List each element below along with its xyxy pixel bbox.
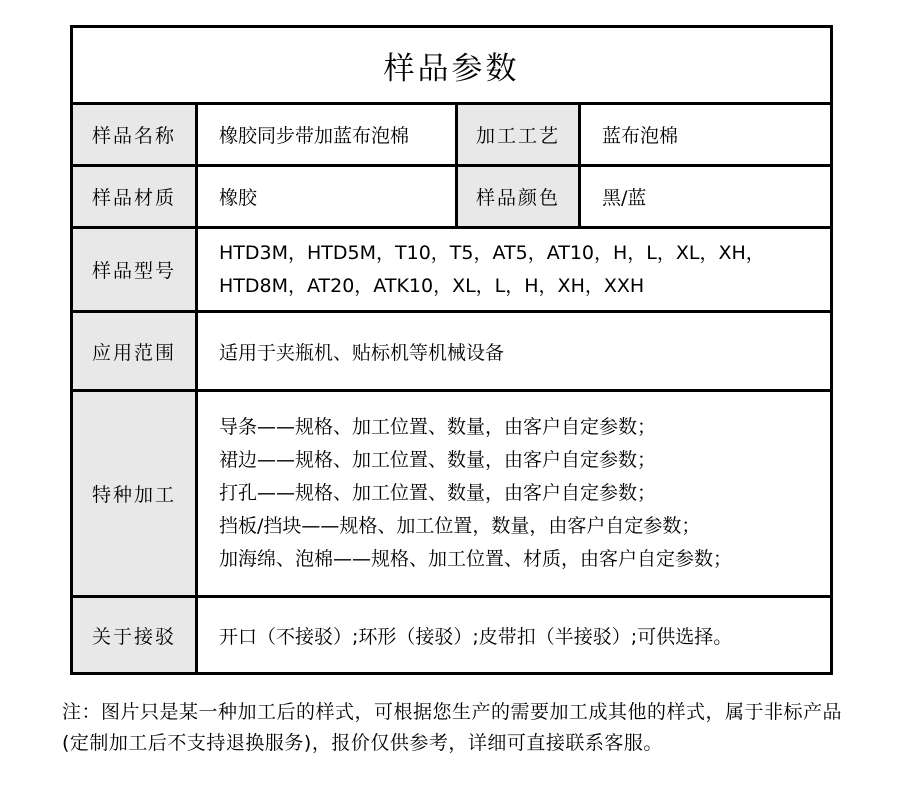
- model-line-2: HTD8M，AT20，ATK10，XL，L，H，XH，XXH: [219, 274, 645, 297]
- label-sample-color: 样品颜色: [457, 166, 580, 228]
- table-row-model: [72, 228, 832, 312]
- value-sample-name: 橡胶同步带加蓝布泡棉: [197, 104, 457, 166]
- title-row: [72, 27, 832, 104]
- model-line-1: HTD3M，HTD5M，T10，T5，AT5，AT10，H，L，XL，XH，: [219, 241, 765, 264]
- label-sample-material: 样品材质: [72, 166, 197, 228]
- value-process: 蓝布泡棉: [580, 104, 832, 166]
- sample-parameters-table: [70, 25, 833, 675]
- label-sample-name: 样品名称: [72, 104, 197, 166]
- value-special-processing: [197, 391, 832, 597]
- value-application-range: 适用于夹瓶机、贴标机等机械设备: [197, 312, 832, 391]
- table-row-joint: [72, 597, 832, 674]
- table-row-special-processing: [72, 391, 832, 597]
- special-line-5: 加海绵、泡棉——规格、加工位置、材质，由客户自定参数；: [219, 548, 733, 570]
- value-sample-color: 黑/蓝: [580, 166, 832, 228]
- table-row-material-color: [72, 166, 832, 228]
- special-line-1: 导条——规格、加工位置、数量，由客户自定参数；: [219, 416, 657, 438]
- label-special-processing: 特种加工: [72, 391, 197, 597]
- label-joint-type: 关于接驳: [72, 597, 197, 674]
- footnote: 注：图片只是某一种加工后的样式，可根据您生产的需要加工成其他的样式，属于非标产品(定制加工后不支持退换服务)，报价仅供参考，详细可直接联系客服。: [62, 701, 843, 754]
- value-sample-model: [197, 228, 832, 312]
- special-line-2: 裙边——规格、加工位置、数量，由客户自定参数；: [219, 449, 657, 471]
- value-sample-material: 橡胶: [197, 166, 457, 228]
- table-title: 样品参数: [72, 27, 832, 104]
- label-sample-model: 样品型号: [72, 228, 197, 312]
- value-joint-type: 开口（不接驳）;环形（接驳）;皮带扣（半接驳）;可供选择。: [197, 597, 832, 674]
- table-row-application: [72, 312, 832, 391]
- label-process: 加工工艺: [457, 104, 580, 166]
- label-application-range: 应用范围: [72, 312, 197, 391]
- special-line-3: 打孔——规格、加工位置、数量，由客户自定参数；: [219, 482, 657, 504]
- special-line-4: 挡板/挡块——规格、加工位置，数量，由客户自定参数；: [219, 515, 701, 537]
- table-row-name-process: [72, 104, 832, 166]
